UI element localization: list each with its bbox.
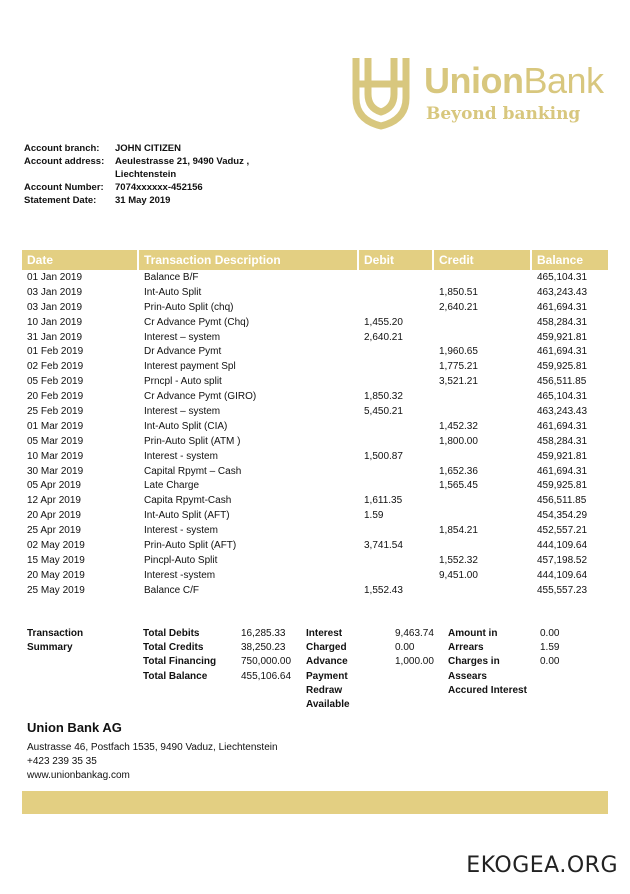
summary-title-line1: Transaction bbox=[27, 628, 84, 639]
cell-date: 25 Apr 2019 bbox=[27, 525, 81, 537]
transactions-table bbox=[22, 250, 608, 599]
account-branch-value: JOHN CITIZEN bbox=[115, 143, 181, 154]
cell-debit bbox=[359, 271, 434, 286]
cell-debit bbox=[359, 435, 434, 450]
cell-debit: 5,450.21 bbox=[364, 406, 403, 418]
advance-value: 1,000.00 bbox=[395, 656, 434, 668]
cell-credit bbox=[434, 316, 532, 331]
cell-balance: 461,694.31 bbox=[537, 346, 588, 358]
cell-date: 02 May 2019 bbox=[27, 540, 85, 552]
cell-debit bbox=[359, 301, 434, 316]
cell-description: Capita Rpymt-Cash bbox=[144, 495, 232, 507]
statement-date-label: Statement Date: bbox=[24, 195, 97, 206]
cell-debit bbox=[359, 479, 434, 494]
bank-footer bbox=[27, 720, 278, 783]
table-row bbox=[22, 360, 608, 375]
account-address-line2: Liechtenstein bbox=[115, 169, 177, 180]
table-row bbox=[22, 331, 608, 346]
header-credit: Credit bbox=[434, 250, 532, 270]
cell-date: 05 Feb 2019 bbox=[27, 376, 84, 388]
cell-description: Interest – system bbox=[144, 406, 221, 418]
header-balance: Balance bbox=[537, 253, 584, 267]
cell-balance: 461,694.31 bbox=[537, 301, 588, 313]
cell-description: Interest payment Spl bbox=[144, 361, 236, 373]
table-row bbox=[22, 554, 608, 569]
cell-date: 03 Jan 2019 bbox=[27, 286, 83, 298]
cell-balance: 454,354.29 bbox=[537, 510, 588, 522]
cell-balance: 459,925.81 bbox=[537, 361, 588, 373]
cell-date: 12 Apr 2019 bbox=[27, 495, 81, 507]
cell-description: Balance C/F bbox=[144, 584, 200, 596]
cell-date: 01 Mar 2019 bbox=[27, 420, 84, 432]
cell-description: Int-Auto Split (AFT) bbox=[144, 510, 230, 522]
cell-debit bbox=[359, 286, 434, 301]
cell-debit: 1,611.35 bbox=[364, 495, 403, 507]
total-financing-label: Total Financing bbox=[143, 656, 217, 668]
charges-label-line1: Charges in bbox=[448, 656, 500, 668]
summary-title-line2: Summary bbox=[27, 642, 73, 654]
account-address-line1: Aeulestrasse 21, 9490 Vaduz , bbox=[115, 156, 250, 167]
arrears-value: 1.59 bbox=[540, 642, 560, 654]
cell-balance: 463,243.43 bbox=[537, 406, 588, 418]
cell-description: Prin-Auto Split (chq) bbox=[144, 301, 234, 313]
table-row bbox=[22, 286, 608, 301]
cell-description: Interest -system bbox=[144, 569, 216, 581]
statement-date-value: 31 May 2019 bbox=[115, 195, 171, 206]
cell-balance: 455,557.23 bbox=[537, 584, 588, 596]
amount-label-line1: Amount in bbox=[448, 628, 498, 639]
table-row bbox=[22, 509, 608, 524]
table-row bbox=[22, 479, 608, 494]
footer-accent-bar bbox=[22, 791, 608, 814]
brand-bold: Union bbox=[424, 60, 524, 101]
amount-in-arrears-value: 0.00 bbox=[540, 628, 560, 639]
cell-date: 05 Apr 2019 bbox=[27, 480, 81, 492]
watermark: EKOGEA.ORG bbox=[466, 853, 618, 878]
table-row bbox=[22, 390, 608, 405]
interest-value: 9,463.74 bbox=[395, 628, 434, 639]
cell-credit: 1,775.21 bbox=[439, 361, 478, 373]
total-balance-value: 455,106.64 bbox=[241, 670, 292, 682]
footer-website[interactable]: www.unionbankag.com bbox=[27, 770, 130, 781]
cell-date: 10 Mar 2019 bbox=[27, 450, 84, 462]
charges-in-arrears-value: 0.00 bbox=[540, 656, 560, 668]
cell-date: 02 Feb 2019 bbox=[27, 361, 84, 373]
header-debit: Debit bbox=[359, 250, 434, 270]
advance-label-line4: Available bbox=[306, 699, 350, 711]
account-details bbox=[24, 142, 265, 207]
cell-credit bbox=[434, 539, 532, 554]
table-row bbox=[22, 405, 608, 420]
union-bank-emblem-icon bbox=[350, 54, 412, 130]
account-number-value: 7074xxxxxx-452156 bbox=[115, 182, 203, 193]
table-row bbox=[22, 420, 608, 435]
cell-credit bbox=[434, 405, 532, 420]
cell-description: Prncpl - Auto split bbox=[144, 376, 222, 388]
account-branch-label: Account branch: bbox=[24, 143, 100, 154]
cell-balance: 459,921.81 bbox=[537, 450, 588, 462]
accrued-interest-label: Accured Interest bbox=[448, 684, 527, 696]
cell-description: Balance B/F bbox=[144, 272, 199, 283]
cell-balance: 461,694.31 bbox=[537, 420, 588, 432]
account-address-label: Account address: bbox=[24, 156, 105, 167]
interest-label-line1: Interest bbox=[306, 628, 343, 639]
table-row bbox=[22, 494, 608, 509]
header-date: Date bbox=[22, 250, 139, 270]
cell-balance: 456,511.85 bbox=[537, 376, 587, 388]
cell-description: Interest - system bbox=[144, 525, 218, 537]
table-row bbox=[22, 524, 608, 539]
cell-debit bbox=[359, 360, 434, 375]
table-row bbox=[22, 450, 608, 465]
cell-debit bbox=[359, 345, 434, 360]
table-row bbox=[22, 465, 608, 480]
cell-debit: 1,500.87 bbox=[364, 450, 403, 462]
cell-date: 30 Mar 2019 bbox=[27, 465, 84, 477]
cell-debit bbox=[359, 569, 434, 584]
cell-credit bbox=[434, 331, 532, 346]
footer-phone: +423 239 35 35 bbox=[27, 756, 97, 767]
cell-date: 20 Apr 2019 bbox=[27, 510, 81, 522]
cell-credit: 1,552.32 bbox=[439, 554, 478, 566]
cell-debit bbox=[359, 465, 434, 480]
bank-logo bbox=[350, 54, 620, 130]
cell-date: 25 May 2019 bbox=[27, 584, 85, 596]
cell-balance: 444,109.64 bbox=[537, 569, 588, 581]
cell-description: Cr Advance Pymt (GIRO) bbox=[144, 391, 257, 403]
cell-date: 20 May 2019 bbox=[27, 569, 85, 581]
cell-description: Dr Advance Pymt bbox=[144, 346, 222, 358]
cell-balance: 459,925.81 bbox=[537, 480, 588, 492]
cell-debit: 2,640.21 bbox=[364, 331, 403, 343]
cell-debit: 3,741.54 bbox=[364, 540, 403, 552]
cell-debit: 1,455.20 bbox=[364, 316, 403, 328]
cell-date: 01 Feb 2019 bbox=[27, 346, 84, 358]
cell-description: Interest - system bbox=[144, 450, 218, 462]
total-credits-label: Total Credits bbox=[143, 642, 204, 654]
amount-label-line2: Arrears bbox=[448, 642, 484, 654]
cell-debit bbox=[359, 375, 434, 390]
advance-label-line3: Redraw bbox=[306, 684, 343, 696]
table-row bbox=[22, 271, 608, 286]
cell-date: 03 Jan 2019 bbox=[27, 301, 83, 313]
cell-debit bbox=[359, 420, 434, 435]
table-row bbox=[22, 316, 608, 331]
cell-credit bbox=[434, 271, 532, 286]
cell-credit: 3,521.21 bbox=[439, 376, 478, 388]
cell-debit bbox=[359, 554, 434, 569]
cell-debit: 1.59 bbox=[364, 510, 384, 522]
cell-balance: 463,243.43 bbox=[537, 286, 588, 298]
cell-description: Late Charge bbox=[144, 480, 200, 492]
footer-bank-name: Union Bank AG bbox=[27, 720, 122, 735]
cell-credit bbox=[434, 494, 532, 509]
cell-description: Int-Auto Split bbox=[144, 286, 202, 298]
cell-balance: 465,104.31 bbox=[537, 391, 588, 403]
interest-charged-value: 0.00 bbox=[395, 642, 415, 654]
cell-credit bbox=[434, 390, 532, 405]
advance-label-line1: Advance bbox=[306, 656, 348, 668]
cell-balance: 458,284.31 bbox=[537, 435, 588, 447]
table-body bbox=[22, 271, 608, 599]
cell-credit: 1,850.51 bbox=[439, 286, 478, 298]
cell-description: Capital Rpymt – Cash bbox=[144, 465, 242, 477]
cell-balance: 458,284.31 bbox=[537, 316, 588, 328]
cell-debit: 1,850.32 bbox=[364, 391, 403, 403]
cell-credit: 1,854.21 bbox=[439, 525, 478, 537]
cell-debit: 1,552.43 bbox=[364, 584, 403, 596]
cell-description: Pincpl-Auto Split bbox=[144, 554, 218, 566]
cell-date: 10 Jan 2019 bbox=[27, 316, 83, 328]
cell-credit: 1,452.32 bbox=[439, 420, 478, 432]
cell-date: 01 Jan 2019 bbox=[27, 272, 83, 283]
table-row bbox=[22, 375, 608, 390]
cell-date: 25 Feb 2019 bbox=[27, 406, 84, 418]
cell-description: Interest – system bbox=[144, 331, 221, 343]
total-balance-label: Total Balance bbox=[143, 670, 208, 682]
cell-credit bbox=[434, 509, 532, 524]
cell-balance: 461,694.31 bbox=[537, 465, 588, 477]
cell-balance: 459,921.81 bbox=[537, 331, 588, 343]
cell-credit: 1,565.45 bbox=[439, 480, 478, 492]
cell-description: Prin-Auto Split (AFT) bbox=[144, 540, 237, 552]
cell-balance: 457,198.52 bbox=[537, 554, 588, 566]
bank-tagline: Beyond banking bbox=[426, 104, 581, 124]
cell-date: 20 Feb 2019 bbox=[27, 391, 84, 403]
cell-credit: 2,640.21 bbox=[439, 301, 478, 313]
cell-date: 15 May 2019 bbox=[27, 554, 85, 566]
account-number-label: Account Number: bbox=[24, 182, 104, 193]
interest-label-line2: Charged bbox=[306, 642, 347, 654]
total-debits-label: Total Debits bbox=[143, 628, 200, 639]
cell-credit bbox=[434, 584, 532, 599]
brand-light: Bank bbox=[523, 60, 604, 101]
total-debits-value: 16,285.33 bbox=[241, 628, 286, 639]
cell-description: Cr Advance Pymt (Chq) bbox=[144, 316, 250, 328]
table-row bbox=[22, 345, 608, 360]
cell-debit bbox=[359, 524, 434, 539]
cell-date: 05 Mar 2019 bbox=[27, 435, 84, 447]
table-row bbox=[22, 569, 608, 584]
total-financing-value: 750,000.00 bbox=[241, 656, 292, 668]
cell-date: 31 Jan 2019 bbox=[27, 331, 83, 343]
charges-label-line2: Assears bbox=[448, 670, 487, 682]
footer-address: Austrasse 46, Postfach 1535, 9490 Vaduz, Liechtenstein bbox=[27, 742, 278, 753]
bank-brand-name bbox=[424, 60, 604, 102]
table-row bbox=[22, 301, 608, 316]
advance-label-line2: Payment bbox=[306, 670, 348, 682]
total-credits-value: 38,250.23 bbox=[241, 642, 286, 654]
cell-description: Prin-Auto Split (ATM ) bbox=[144, 435, 241, 447]
cell-credit bbox=[434, 450, 532, 465]
cell-credit: 9,451.00 bbox=[439, 569, 478, 581]
cell-balance: 456,511.85 bbox=[537, 495, 587, 507]
cell-credit: 1,652.36 bbox=[439, 465, 478, 477]
table-row bbox=[22, 435, 608, 450]
cell-balance: 444,109.64 bbox=[537, 540, 588, 552]
table-row bbox=[22, 584, 608, 599]
cell-balance: 452,557.21 bbox=[537, 525, 588, 537]
table-header bbox=[22, 250, 608, 270]
header-description: Transaction Description bbox=[139, 250, 359, 270]
cell-credit: 1,960.65 bbox=[439, 346, 478, 358]
table-row bbox=[22, 539, 608, 554]
cell-description: Int-Auto Split (CIA) bbox=[144, 420, 228, 432]
cell-balance: 465,104.31 bbox=[537, 272, 588, 283]
cell-credit: 1,800.00 bbox=[439, 435, 478, 447]
